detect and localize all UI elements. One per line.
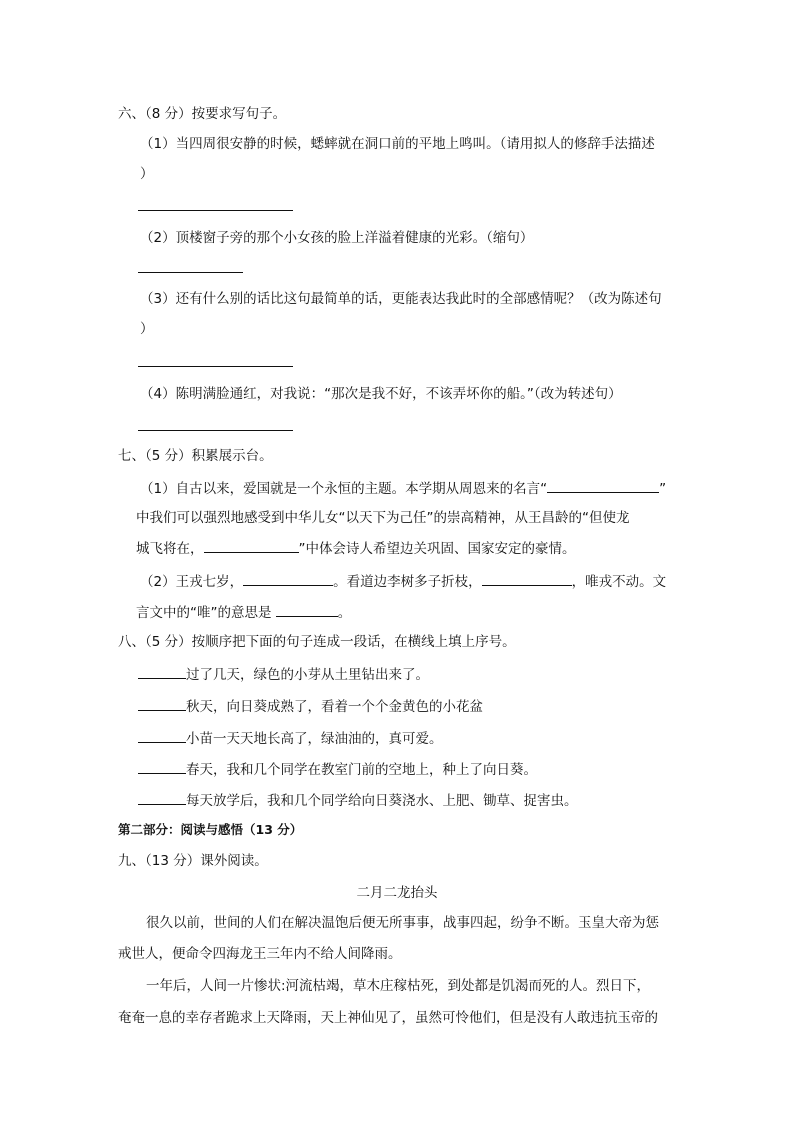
- q6-answer-line-4[interactable]: [138, 430, 293, 431]
- q8-item-text: 秋天，向日葵成熟了，看着一个个金黄色的小花盆: [186, 699, 483, 715]
- q7-blank-wangrong-2[interactable]: [482, 571, 572, 586]
- passage-title: 二月二龙抬头: [356, 885, 438, 901]
- q9-heading: 九、（13 分）课外阅读。: [118, 853, 268, 869]
- q6-sentence-1-cont: ）: [140, 166, 154, 182]
- q6-sentence-1: （1）当四周很安静的时候，蟋蟀就在洞口前的平地上鸣叫。（请用拟人的修辞手法描述: [140, 136, 655, 152]
- q7-item-1-text-d: 城飞将在，: [136, 541, 204, 557]
- q7-item-1-text-e: ”中体会诗人希望边关巩固、国家安定的豪情。: [298, 541, 576, 557]
- q7-item-2-text-c: ，唯戎不动。文: [571, 574, 667, 590]
- q8-order-blank[interactable]: [138, 696, 186, 711]
- q7-item-1-text-a: （1）自古以来，爱国就是一个永恒的主题。本学期从周恩来的名言“: [140, 481, 548, 497]
- q7-item-2-text-e: 。: [337, 605, 352, 621]
- q7-item-2-text-a: （2）王戎七岁，: [140, 574, 244, 590]
- passage-paragraph-2-line-2: 奄奄一息的幸存者跪求上天降雨，天上神仙见了，虽然可怜他们，但是没有人敢违抗玉帝的: [118, 1010, 658, 1026]
- q7-item-2-text-b: 。看道边李树多子折枝，: [333, 574, 482, 590]
- q8-heading: 八、（5 分）按顺序把下面的句子连成一段话，在横线上填上序号。: [118, 634, 516, 650]
- q6-answer-line-2[interactable]: [138, 272, 243, 273]
- q7-item-1-text-b: ”: [659, 481, 667, 497]
- q7-blank-poem-line[interactable]: [204, 538, 299, 553]
- q7-item-1-line-3: [136, 538, 576, 559]
- q6-answer-line-1[interactable]: [138, 210, 293, 211]
- q7-item-2-line-2: [136, 602, 351, 623]
- q8-order-blank[interactable]: [138, 664, 186, 679]
- q7-item-2-text-d: 言文中的“唯”的意思是: [136, 605, 272, 621]
- q6-sentence-3: （3）还有什么别的话比这句最简单的话，更能表达我此时的全部感情呢？（改为陈述句: [140, 291, 662, 307]
- q8-order-blank[interactable]: [138, 790, 186, 805]
- q8-item: [138, 664, 429, 685]
- q7-heading: 七、（5 分）积累展示台。: [118, 448, 273, 464]
- q8-item-text: 春天，我和几个同学在教室门前的空地上，种上了向日葵。: [186, 762, 537, 778]
- q6-sentence-4: （4）陈明满脸通红，对我说：“那次是我不好，不该弄坏你的船。”（改为转述句）: [140, 386, 622, 402]
- q7-item-1-line-2: 中我们可以强烈地感受到中华儿女“以天下为己任”的崇高精神，从王昌龄的“但使龙: [136, 510, 630, 526]
- q8-item-text: 每天放学后，我和几个同学给向日葵浇水、上肥、锄草、捉害虫。: [186, 793, 578, 809]
- q8-item: [138, 759, 537, 780]
- q8-order-blank[interactable]: [138, 728, 186, 743]
- q7-blank-wei-meaning[interactable]: [276, 602, 338, 617]
- passage-paragraph-2-line-1: 一年后，人间一片惨状:河流枯竭，草木庄稼枯死，到处都是饥渴而死的人。烈日下，: [146, 978, 651, 994]
- q8-item-text: 过了几天，绿色的小芽从土里钻出来了。: [186, 667, 429, 683]
- passage-paragraph-1-line-2: 戒世人，便命令四海龙王三年内不给人间降雨。: [118, 946, 402, 962]
- part2-heading: 第二部分：阅读与感悟（13 分）: [118, 822, 303, 837]
- q8-order-blank[interactable]: [138, 759, 186, 774]
- q8-item: [138, 728, 443, 749]
- q7-blank-zhouenlai-quote[interactable]: [547, 478, 659, 493]
- passage-paragraph-1-line-1: 很久以前，世间的人们在解决温饱后便无所事事，战事四起，纷争不断。玉皇大帝为惩: [146, 915, 659, 931]
- q6-answer-line-3[interactable]: [138, 366, 293, 367]
- q6-sentence-2: （2）顶楼窗子旁的那个小女孩的脸上洋溢着健康的光彩。（缩句）: [140, 230, 534, 246]
- q6-sentence-3-cont: ）: [140, 321, 154, 337]
- q7-item-2-line-1: [140, 571, 666, 592]
- q8-item: [138, 790, 578, 811]
- q6-heading: 六、（8 分）按要求写句子。: [118, 106, 287, 122]
- q7-blank-wangrong-1[interactable]: [243, 571, 333, 586]
- q7-item-1-line-1: [140, 478, 666, 499]
- q8-item: [138, 696, 483, 717]
- q8-item-text: 小苗一天天地长高了，绿油油的，真可爱。: [186, 731, 443, 747]
